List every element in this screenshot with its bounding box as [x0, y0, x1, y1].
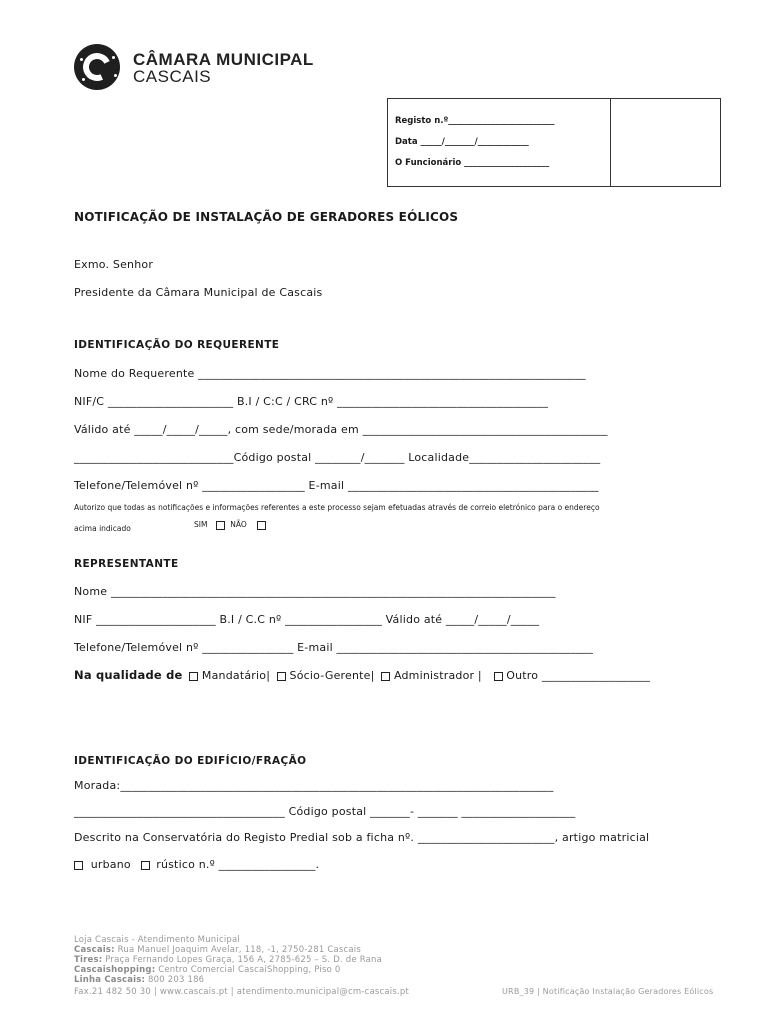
- sim-checkbox[interactable]: [216, 521, 225, 530]
- autorizo-text-2: acima indicado: [74, 524, 131, 533]
- urbano-checkbox[interactable]: [74, 861, 83, 870]
- nao-label: NÃO: [230, 520, 247, 529]
- rustico-field[interactable]: rústico n.º _________________.: [156, 858, 320, 871]
- footer-line5: [74, 975, 204, 985]
- urbano-label: urbano: [90, 858, 131, 871]
- logo-dot: [80, 58, 83, 61]
- administrador-checkbox[interactable]: [381, 672, 390, 681]
- morada-field[interactable]: Morada:____________________________________________________________________________: [74, 779, 554, 792]
- edificio-postal-field[interactable]: _____________________________________ Código postal _______- _______ ____________________: [74, 805, 576, 818]
- registo-funcionario-field: O Funcionário ____________________: [395, 158, 550, 168]
- salutation-line2: Presidente da Câmara Municipal de Cascais: [74, 286, 323, 299]
- registo-predial-field[interactable]: Descrito na Conservatória do Registo Predial sob a ficha nº. ________________________, artigo matricial: [74, 831, 650, 844]
- footer-value: Rua Manuel Joaquim Avelar, 118, -1, 2750-281 Cascais: [114, 945, 361, 955]
- footer-line1: Loja Cascais - Atendimento Municipal: [74, 935, 240, 945]
- logo-dot: [112, 56, 115, 59]
- requerente-name-field[interactable]: Nome do Requerente ____________________________________________________________________: [74, 367, 586, 380]
- salutation-line1: Exmo. Senhor: [74, 258, 154, 271]
- outro-label[interactable]: Outro ___________________: [506, 669, 651, 682]
- document-title: NOTIFICAÇÃO DE INSTALAÇÃO DE GERADORES EÓLICOS: [74, 210, 459, 224]
- qualidade-row: [74, 668, 650, 682]
- requerente-heading: IDENTIFICAÇÃO DO REQUERENTE: [74, 339, 280, 351]
- representante-nif-field[interactable]: NIF _____________________ B.I / C.C nº _________________ Válido até _____/_____/_____: [74, 613, 540, 626]
- registo-box: [387, 98, 721, 187]
- registo-number-field: Registo n.º_________________________: [395, 116, 555, 126]
- footer-value: Praça Fernando Lopes Graça, 156 A, 2785-625 – S. D. de Rana: [102, 955, 383, 965]
- urbano-rustico-row: [74, 858, 319, 871]
- representante-heading: REPRESENTANTE: [74, 558, 179, 570]
- footer-label: Linha Cascais:: [74, 975, 146, 985]
- logo-dot: [82, 78, 85, 81]
- edificio-heading: IDENTIFICAÇÃO DO EDIFÍCIO/FRAÇÃO: [74, 755, 307, 767]
- sim-label: SIM: [194, 520, 208, 529]
- registo-date-field: Data _____/_______/____________: [395, 137, 529, 147]
- representante-contact-field[interactable]: Telefone/Telemóvel nº ________________ E-mail _____________________________________________: [74, 641, 594, 654]
- footer-line4: [74, 965, 341, 975]
- representante-name-field[interactable]: Nome ______________________________________________________________________________: [74, 585, 556, 598]
- cascais-logo: [74, 44, 120, 90]
- outro-checkbox[interactable]: [494, 672, 503, 681]
- email-consent-options: [194, 520, 266, 530]
- footer-value: Centro Comercial CascaiShopping, Piso 0: [155, 965, 341, 975]
- nao-checkbox[interactable]: [257, 521, 266, 530]
- socio-gerente-checkbox[interactable]: [277, 672, 286, 681]
- brand-line2: CASCAIS: [133, 67, 212, 86]
- footer-line3: [74, 955, 382, 965]
- brand-line1: CÂMARA MUNICIPAL: [133, 50, 314, 69]
- footer-label: Cascais:: [74, 945, 115, 955]
- rustico-checkbox[interactable]: [141, 861, 150, 870]
- requerente-nif-field[interactable]: NIF/C ______________________ B.I / C:C / CRC nº _____________________________________: [74, 395, 549, 408]
- requerente-postal-field[interactable]: ____________________________Código postal ________/_______ Localidade_______________________: [74, 451, 601, 464]
- registo-divider: [610, 99, 611, 186]
- administrador-label: Administrador |: [393, 669, 482, 682]
- socio-gerente-label: Sócio-Gerente|: [289, 669, 375, 682]
- footer-label: Cascaishopping:: [74, 965, 156, 975]
- footer-value: 800 203 186: [145, 975, 205, 985]
- autorizo-text: Autorizo que todas as notificações e informações referentes a este processo sejam efetuadas através de correio eletrónico para o endereço: [74, 503, 600, 512]
- requerente-validade-field[interactable]: Válido até _____/_____/_____, com sede/morada em ___________________________________________: [74, 423, 608, 436]
- footer-line2: [74, 945, 361, 955]
- footer-contacts: Fax.21 482 50 30 | www.cascais.pt | atendimento.municipal@cm-cascais.pt: [74, 987, 410, 997]
- mandatario-checkbox[interactable]: [189, 672, 198, 681]
- qualidade-label: Na qualidade de: [74, 668, 183, 682]
- document-code: URB_39 | Notificação Instalação Geradores Eólicos: [502, 987, 714, 996]
- requerente-contact-field[interactable]: Telefone/Telemóvel nº __________________ E-mail ____________________________________________: [74, 479, 599, 492]
- logo-dot: [114, 74, 117, 77]
- mandatario-label: Mandatário|: [201, 669, 271, 682]
- footer-label: Tires:: [74, 955, 103, 965]
